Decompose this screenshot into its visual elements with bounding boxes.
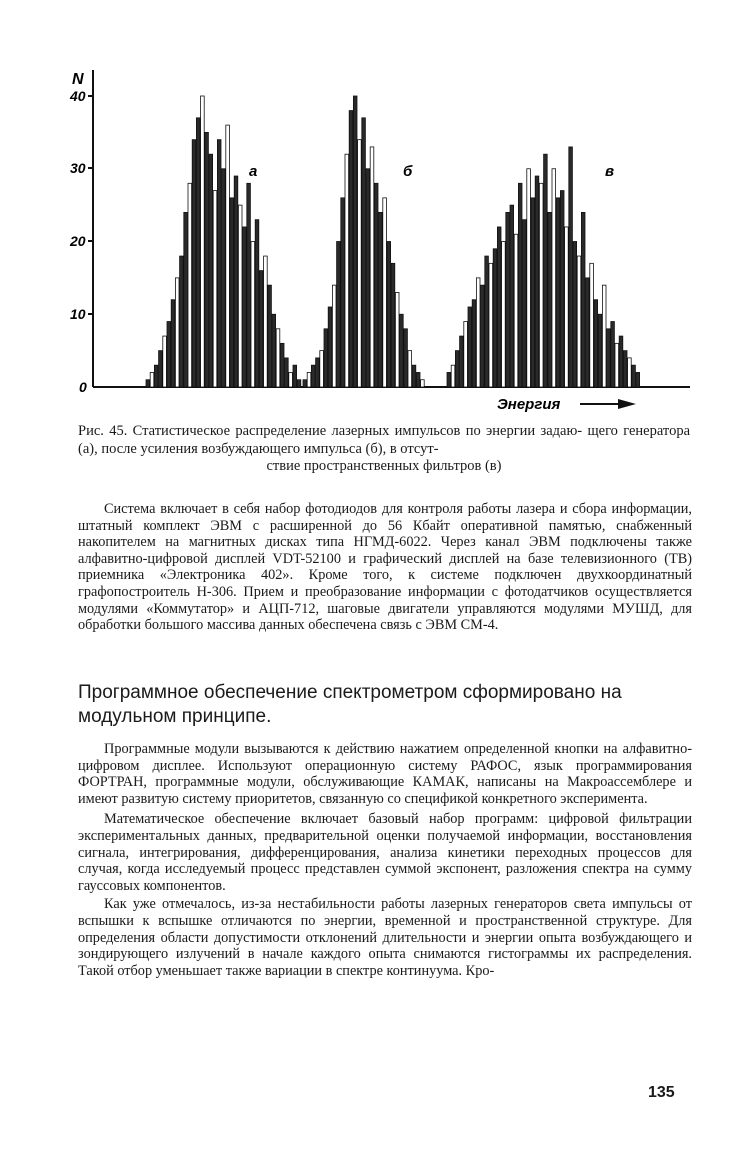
bar-series-2-20 — [383, 198, 387, 387]
bar-series-2-17 — [370, 147, 374, 387]
bar-series-3-1 — [447, 372, 451, 387]
paragraph-3: Математическое обеспечение включает базовый набор программ: цифровой фильтрации экспериментальных данных, предварительной оценки получаемой информации, восстановления сигнала, интегрирования, дифференцирования, анализа кинетики переходных процессов для случая, когда исследуемый процесс представлен суммой экспонент, разложения спектра на сумму гауссовых компонентов. — [78, 811, 692, 894]
bar-series-1-8 — [175, 278, 179, 387]
bar-series-3-42 — [619, 336, 623, 387]
bar-series-2-27 — [412, 365, 416, 387]
y-tick-label-10: 10 — [70, 306, 86, 322]
bar-series-3-22 — [535, 176, 539, 387]
bar-series-2-14 — [358, 140, 362, 387]
bar-series-2-11 — [345, 154, 349, 387]
bar-series-1-33 — [280, 343, 284, 387]
bar-series-2-13 — [353, 96, 357, 387]
bar-series-2-9 — [337, 242, 341, 388]
bar-series-3-11 — [489, 263, 493, 387]
bar-series-1-18 — [217, 140, 221, 387]
bar-series-3-17 — [514, 234, 518, 387]
bar-series-2-12 — [349, 111, 353, 387]
paragraph-2: Программные модули вызываются к действию нажатием определенной кнопки на алфавитно-цифровом дисплее. Используют операционную систему РАФОС, язык программирования ФОРТРАН, программные модули, обслуживающие КАМАК, написаны на Макроассемблере и имеют развитую систему приоритетов, связанную со спецификой конкретного эксперимента. — [78, 741, 692, 807]
bar-series-3-33 — [581, 212, 585, 387]
bar-series-3-10 — [485, 256, 489, 387]
bar-series-2-1 — [303, 380, 307, 387]
bar-series-2-15 — [362, 118, 366, 387]
bar-series-3-39 — [607, 329, 611, 387]
bar-series-3-2 — [451, 365, 455, 387]
bar-series-3-29 — [565, 227, 569, 387]
bar-series-3-21 — [531, 198, 535, 387]
bar-series-1-28 — [259, 271, 263, 387]
bar-series-2-21 — [387, 242, 391, 388]
bar-series-1-19 — [222, 169, 226, 387]
bar-series-1-26 — [251, 242, 255, 388]
bar-series-3-13 — [497, 227, 501, 387]
paragraph-4: Как уже отмечалось, из-за нестабильности работы лазерных генераторов света импульсы от вспышки к вспышке отличаются по энергии, временной и пространственной структуре. Для определения области допустимости отклонений длительности и энергии опыта возбуждающего и зондирующего излучений в начале каждого опыта снимаются гистограммы их распределения. Такой отбор уменьшает также вариации в спектре континуума. Кро- — [78, 896, 692, 979]
figure-caption — [78, 423, 690, 476]
bar-series-1-5 — [163, 336, 167, 387]
bar-series-3-30 — [569, 147, 573, 387]
bar-series-3-31 — [573, 242, 577, 388]
bar-series-3-35 — [590, 263, 594, 387]
bar-series-3-41 — [615, 343, 619, 387]
panel-label-a: а — [249, 163, 258, 180]
panel-label-b: б — [403, 163, 413, 180]
bar-series-2-23 — [395, 292, 399, 387]
bar-series-3-15 — [506, 212, 510, 387]
bar-series-1-11 — [188, 183, 192, 387]
panel-label-v: в — [605, 163, 615, 180]
bar-series-3-27 — [556, 198, 560, 387]
bar-series-2-25 — [404, 329, 408, 387]
bar-series-3-8 — [476, 278, 480, 387]
x-axis-arrow — [580, 399, 636, 409]
bar-series-3-32 — [577, 256, 581, 387]
bar-series-3-26 — [552, 169, 556, 387]
bar-series-1-14 — [201, 96, 205, 387]
bar-series-3-34 — [586, 278, 590, 387]
bar-series-2-5 — [320, 351, 324, 387]
bar-series-3-25 — [548, 212, 552, 387]
bar-series-1-30 — [268, 285, 272, 387]
bar-series-1-36 — [293, 365, 297, 387]
x-axis-label: Энергия — [497, 396, 561, 413]
bar-series-2-10 — [341, 198, 345, 387]
bar-series-1-1 — [146, 380, 150, 387]
paragraph-1: Система включает в себя набор фотодиодов для контроля работы лазера и сбора информации, штатный комплект ЭВМ с расширенной до 56 Кбайт оперативной памятью, снабженный накопителем на магнитных дисках типа НГМД-6022. Через канал ЭВМ подключены также алфавитно-цифровой дисплей VDT-52100 и графический дисплей на базе телевизионного (ТВ) приемника «Электроника 402». Кроме того, к системе подключен двухкоординатный графопостроитель Н-306. Прием и преобразование информации с фотодатчиков осуществляется модулями «Коммутатор» и АЦП-712, шаговые двигатели управляются модулями МУШД, для обработки большого массива данных обеспечена связь с ЭВМ СМ-4. — [78, 501, 692, 634]
bar-series-2-6 — [324, 329, 328, 387]
bar-series-3-7 — [472, 300, 476, 387]
y-tick-label-40: 40 — [70, 88, 86, 104]
bar-series-3-37 — [598, 314, 602, 387]
bar-series-2-18 — [374, 183, 378, 387]
y-tick-label-30: 30 — [70, 160, 86, 176]
bar-series-1-22 — [234, 176, 238, 387]
bar-series-3-5 — [464, 322, 468, 387]
bar-series-2-8 — [332, 285, 336, 387]
bar-series-1-4 — [159, 351, 163, 387]
y-tick-label-20: 20 — [70, 233, 86, 249]
bar-series-1-2 — [150, 372, 154, 387]
bar-series-3-45 — [632, 365, 636, 387]
bar-series-1-10 — [184, 212, 188, 387]
bar-series-3-3 — [455, 351, 459, 387]
bar-series-1-37 — [297, 380, 301, 387]
bar-series-1-23 — [238, 205, 242, 387]
paragraph-system — [78, 501, 692, 634]
bar-series-3-40 — [611, 322, 615, 387]
bar-series-1-27 — [255, 220, 259, 387]
bar-series-1-15 — [205, 132, 209, 387]
bar-series-3-46 — [636, 372, 640, 387]
paragraph-software — [78, 741, 692, 979]
bar-series-2-3 — [311, 365, 315, 387]
bar-series-2-26 — [408, 351, 412, 387]
bar-series-3-12 — [493, 249, 497, 387]
bar-series-3-16 — [510, 205, 514, 387]
bar-series-1-31 — [272, 314, 276, 387]
bar-series-2-2 — [307, 372, 311, 387]
bar-series-3-23 — [539, 183, 543, 387]
y-axis-label: N — [72, 71, 84, 88]
bar-series-3-38 — [602, 285, 606, 387]
caption-line-1: Рис. 45. Статистическое распределение лазерных импульсов по энергии задаю- — [78, 423, 583, 439]
bar-series-2-28 — [416, 372, 420, 387]
bar-series-1-7 — [171, 300, 175, 387]
bar-series-1-32 — [276, 329, 280, 387]
bar-series-1-21 — [230, 198, 234, 387]
bar-series-1-25 — [247, 183, 251, 387]
bar-series-2-19 — [379, 212, 383, 387]
bar-series-1-6 — [167, 322, 171, 387]
bar-series-2-16 — [366, 169, 370, 387]
bar-series-3-14 — [502, 242, 506, 388]
bar-series-3-19 — [523, 220, 527, 387]
bar-series-1-24 — [243, 227, 247, 387]
bar-series-2-7 — [328, 307, 332, 387]
y-tick-label-0: 0 — [79, 379, 87, 395]
bar-series-2-22 — [391, 263, 395, 387]
bar-series-3-4 — [460, 336, 464, 387]
histogram-bars — [146, 96, 640, 387]
bar-series-3-28 — [560, 191, 564, 387]
caption-line-2: щего генератора (а), после усиления возбуждающего импульса (б), в отсут- — [78, 423, 691, 457]
bar-series-1-20 — [226, 125, 230, 387]
histogram-figure — [0, 0, 754, 420]
bar-series-2-4 — [316, 358, 320, 387]
caption-line-3: ствие пространственных фильтров (в) — [266, 458, 502, 474]
bar-series-3-44 — [628, 358, 632, 387]
section-heading: Программное обеспечение спектрометром сформировано на модульном принципе. — [78, 682, 622, 727]
bar-series-1-29 — [264, 256, 268, 387]
bar-series-1-12 — [192, 140, 196, 387]
bar-series-1-13 — [196, 118, 200, 387]
bar-series-3-24 — [544, 154, 548, 387]
bar-series-3-43 — [623, 351, 627, 387]
bar-series-3-20 — [527, 169, 531, 387]
bar-series-1-9 — [180, 256, 184, 387]
bar-series-1-16 — [209, 154, 213, 387]
bar-series-3-6 — [468, 307, 472, 387]
bar-series-2-29 — [421, 380, 425, 387]
bar-series-3-36 — [594, 300, 598, 387]
bar-series-3-18 — [518, 183, 522, 387]
page-number: 135 — [648, 1084, 675, 1101]
bar-series-1-17 — [213, 191, 217, 387]
bar-series-1-3 — [154, 365, 158, 387]
bar-series-1-35 — [289, 372, 293, 387]
bar-series-2-24 — [400, 314, 404, 387]
bar-series-1-34 — [285, 358, 289, 387]
bar-series-3-9 — [481, 285, 485, 387]
